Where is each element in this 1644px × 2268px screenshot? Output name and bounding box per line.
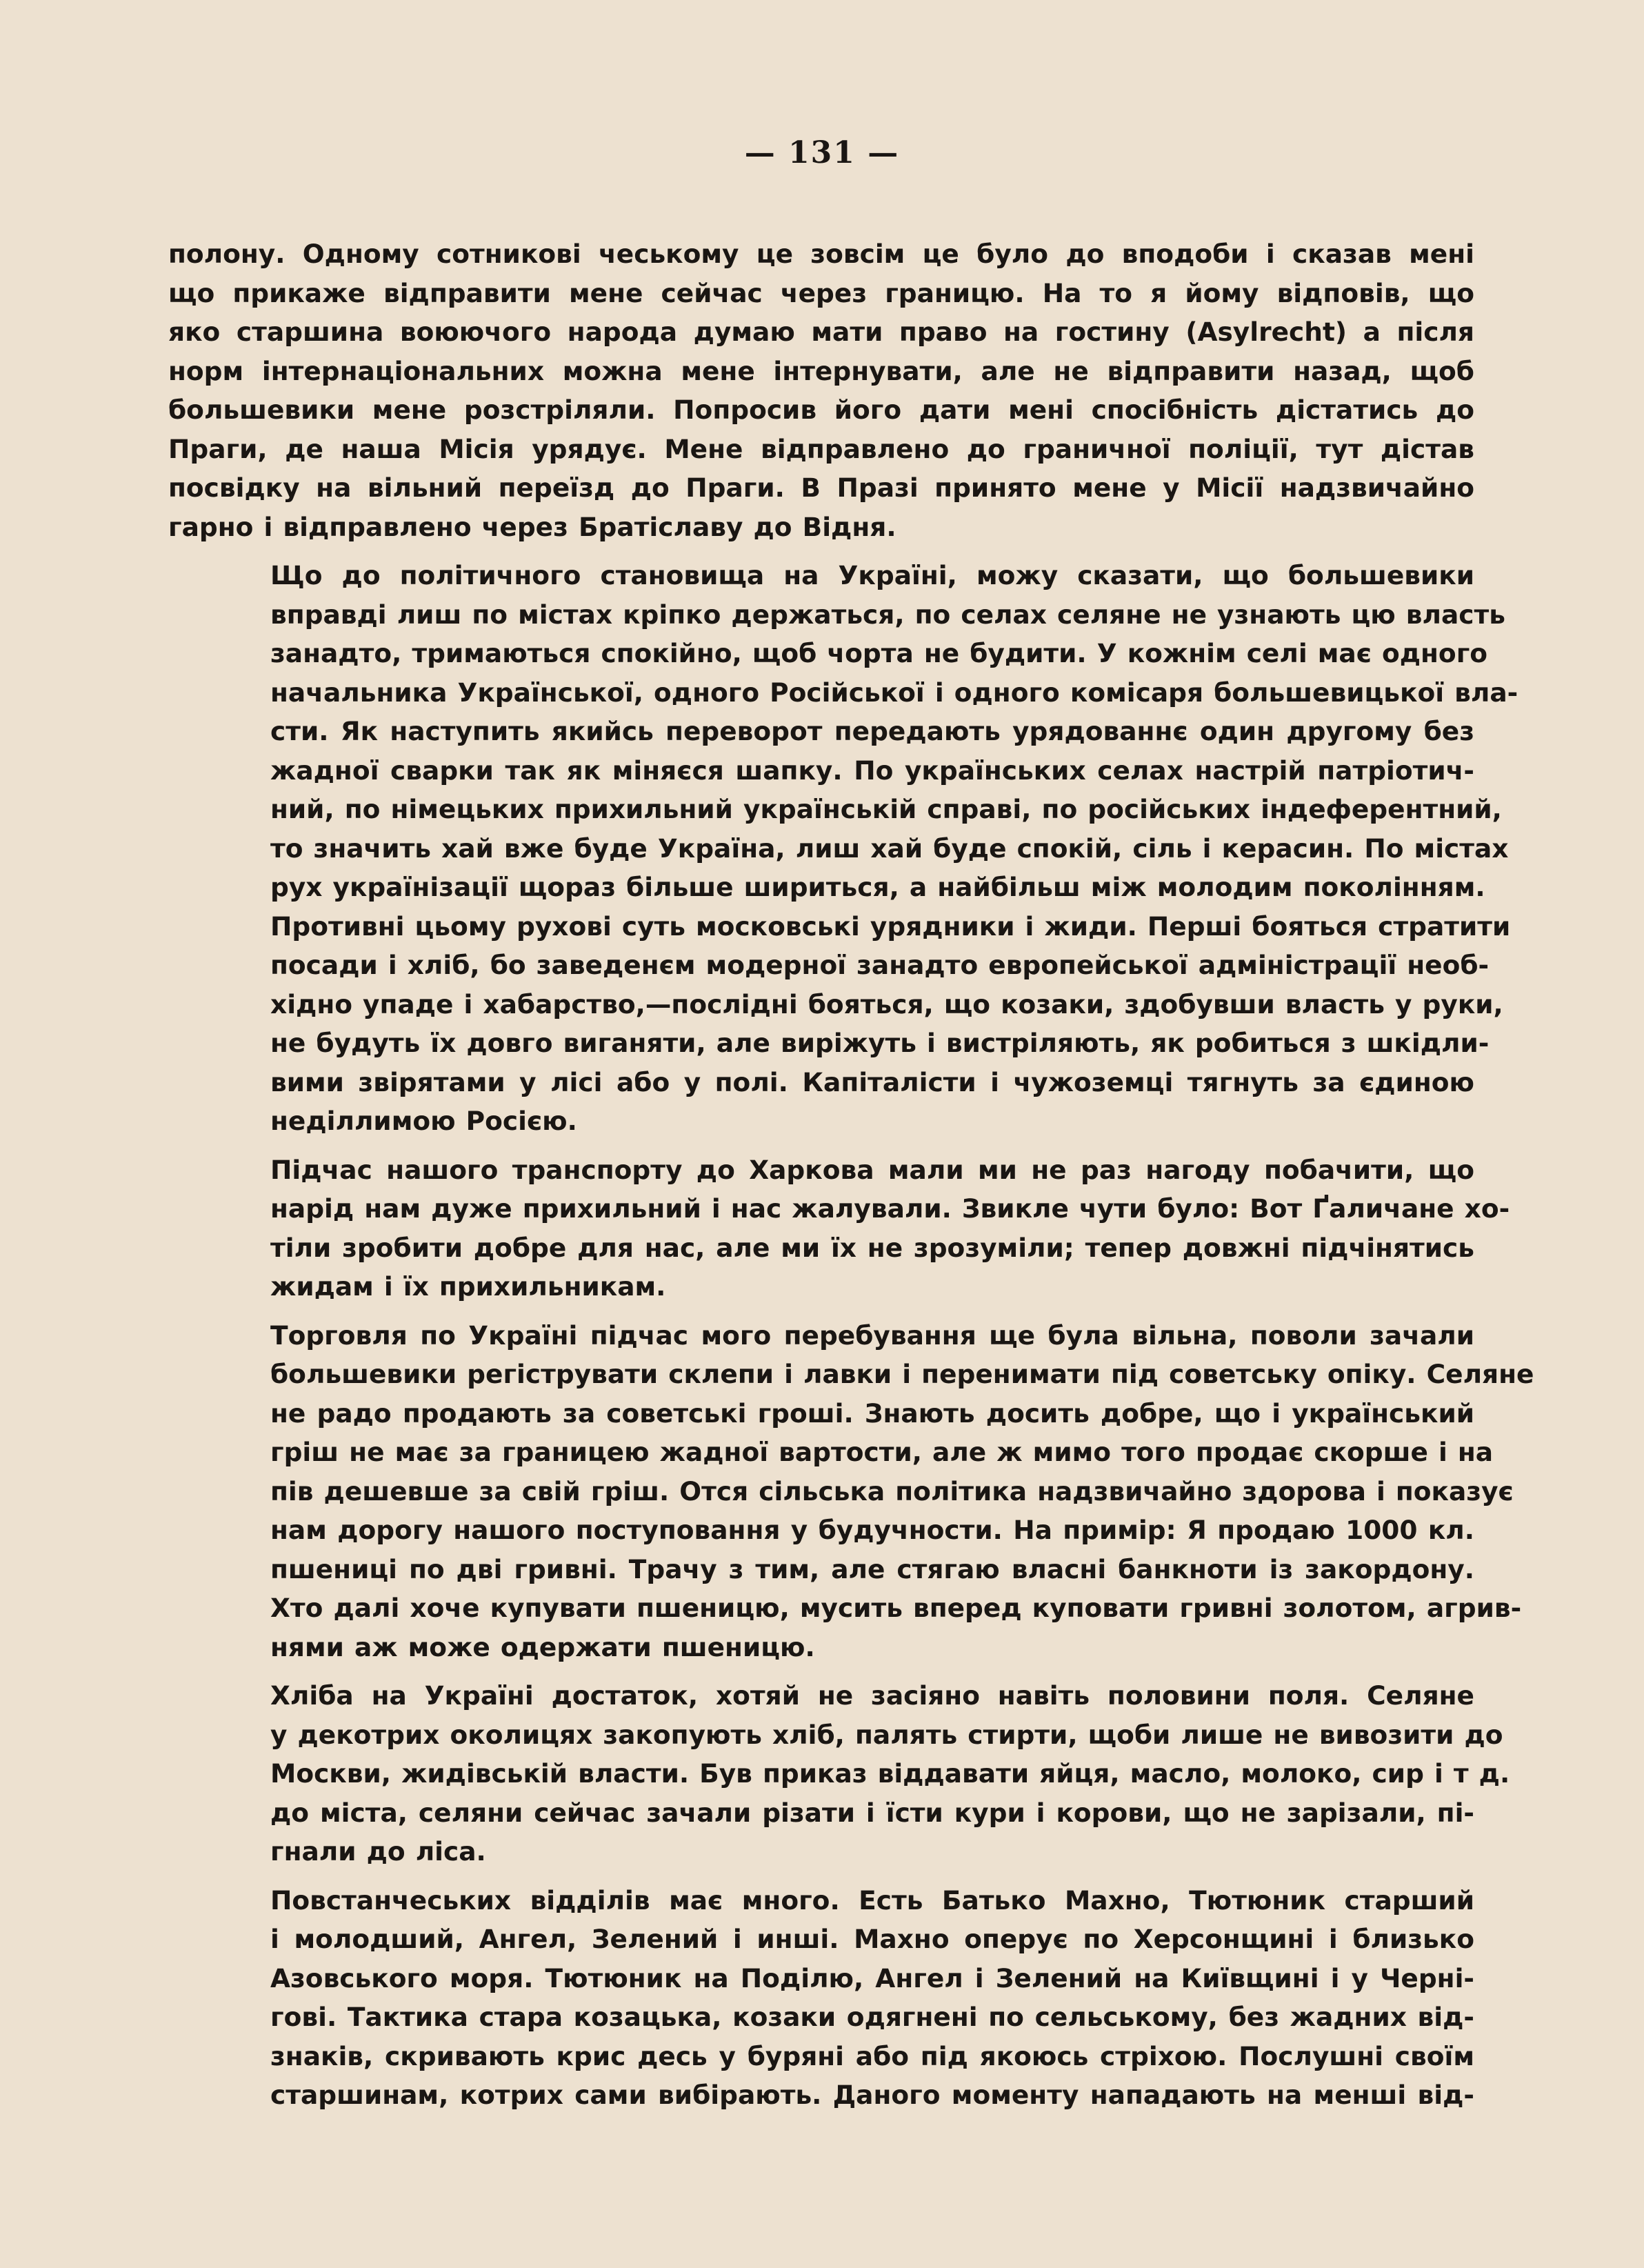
text-line: що прикаже відправити мене сейчас через границю. На то я йому відповів, що [168,277,1474,308]
paragraph [168,235,1474,546]
text-line: гові. Тактика стара козацька, козаки одягнені по сельському, без жадних від- [270,2002,1474,2032]
text-line: жадної сварки так як міняєся шапку. По українських селах настрій патріотич- [270,755,1474,786]
text-line: рух українізації щораз більше шириться, а найбільш між молодим поколінням. [270,872,1485,902]
text-line: і молодший, Ангел, Зелений і инші. Махно оперує по Херсонщині і близько [270,1924,1474,1954]
paragraph [168,1881,1474,2115]
text-line: занадто, тримаються спокійно, щоб чорта не будити. У кожнім селі має одного [270,638,1488,668]
text-line: большевики регіструвати склепи і лавки і перенимати під советську опіку. Селяне [270,1359,1534,1389]
text-line: ний, по німецьких прихильний українській справі, по російських індеферентний, [270,794,1502,824]
text-line: гріш не має за границею жадної вартости, але ж мимо того продає скорше і на [270,1437,1494,1467]
text-line: большевики мене розстріляли. Попросив його дати мені спосібність дістатись до [168,395,1474,425]
text-line: хідно упаде і хабарство,—послідні бояться, що козаки, здобувши власть у руки, [270,988,1503,1019]
text-line: Що до політичного становища на Україні, можу сказати, що большевики [270,560,1474,590]
paragraph [168,1676,1510,1871]
text-line: Противні цьому рухові суть московські урядники і жиди. Перші бояться стратити [270,911,1511,942]
text-line: Праги, де наша Місія урядує. Мене відправлено до граничної поліції, тут дістав [168,433,1474,464]
text-line: яко старшина воюючого народа думаю мати право на гостину (Asylrecht) а після [168,317,1474,347]
text-line: норм інтернаціональних можна мене інтернувати, але не відправити назад, щоб [168,355,1474,386]
text-line: посвідку на вільний переїзд до Праги. В Празі принято мене у Місії надзвичайно [168,472,1474,503]
text-line: не радо продають за советські гроші. Знають досить добре, що і український [270,1397,1474,1429]
text-line: Повстанчеських відділів має много. Есть Батько Махно, Тютюник старший [270,1884,1474,1916]
text-line: Хто далі хоче купувати пшеницю, мусить вперед куповати гривні золотом, агрив- [270,1593,1522,1623]
text-line: у декотрих околицях закопують хліб, палять стирти, щоби лише не вивозити до [270,1719,1503,1750]
text-line: Хліба на Україні достаток, хотяй не засіяно навіть половини поля. Селяне [270,1680,1474,1711]
text-line: тіли зробити добре для нас, але ми їх не зрозуміли; тепер довжні підчінятись [270,1232,1474,1263]
text-line: полону. Одному сотникові чеському це зовсім це було до вподоби і сказав мені [168,239,1474,269]
text-line: гнали до ліса. [270,1836,486,1867]
text-line: неділлимою Росією. [270,1106,577,1136]
text-line: то значить хай вже буде Україна, лиш хай буде спокій, сіль і керасин. По містах [270,833,1509,864]
page-text [168,235,1534,2125]
text-line: Торговля по Україні підчас мого перебування ще була вільна, поволи зачали [270,1320,1474,1351]
text-line: вправді лиш по містах кріпко держаться, по селах селяне не узнають цю власть [270,599,1505,630]
text-line: до міста, селяни сейчас зачали різати і їсти кури і корови, що не зарізали, пі- [270,1797,1474,1828]
text-line: начальника Української, одного Російської і одного комісаря большевицької вла- [270,677,1518,708]
paragraph [168,1316,1534,1667]
text-line: гарно і відправлено через Братіславу до Відня. [168,511,896,542]
text-line: Москви, жидівській власти. Був приказ віддавати яйця, масло, молоко, сир і т д. [270,1758,1510,1789]
text-line: знаків, скривають крис десь у буряні або під якоюсь стріхою. Послушні своїм [270,2040,1474,2071]
text-line: Підчас нашого транспорту до Харкова мали ми не раз нагоду побачити, що [270,1154,1474,1185]
text-line: нями аж може одержати пшеницю. [270,1631,815,1662]
text-line: не будуть їх довго виганяти, але виріжуть і вистріляють, як робиться з шкідли- [270,1028,1490,1058]
text-line: пшениці по дві гривні. Трачу з тим, але стягаю власні банкноти із закордону. [270,1553,1474,1584]
paragraph [168,1151,1510,1306]
text-line: вими звірятами у лісі або у полі. Капіталісти і чужоземці тягнуть за єдиною [270,1066,1474,1097]
text-line: жидам і їх прихильникам. [270,1271,666,1302]
text-line: старшинам, котрих сами вибірають. Даного моменту нападають на менші від- [270,2080,1474,2110]
text-line: посади і хліб, бо заведенєм модерної занадто европейської адміністрації необ- [270,950,1490,980]
text-line: Азовського моря. Тютюник на Поділю, Ангел і Зелений на Київщині і у Черні- [270,1962,1474,1993]
text-line: нам дорогу нашого поступовання у будучности. На примір: Я продаю 1000 кл. [270,1515,1474,1545]
text-line: сти. Як наступить якийсь переворот передають урядованнє один другому без [270,716,1474,746]
text-line: пів дешевше за свій гріш. Отся сільська політика надзвичайно здорова і показує [270,1475,1514,1506]
text-line: нарід нам дуже прихильний і нас жалували. Звикле чути було: Вот Ґаличане хо- [270,1193,1510,1224]
page-number: — 131 — [744,135,900,170]
paragraph [168,556,1518,1141]
